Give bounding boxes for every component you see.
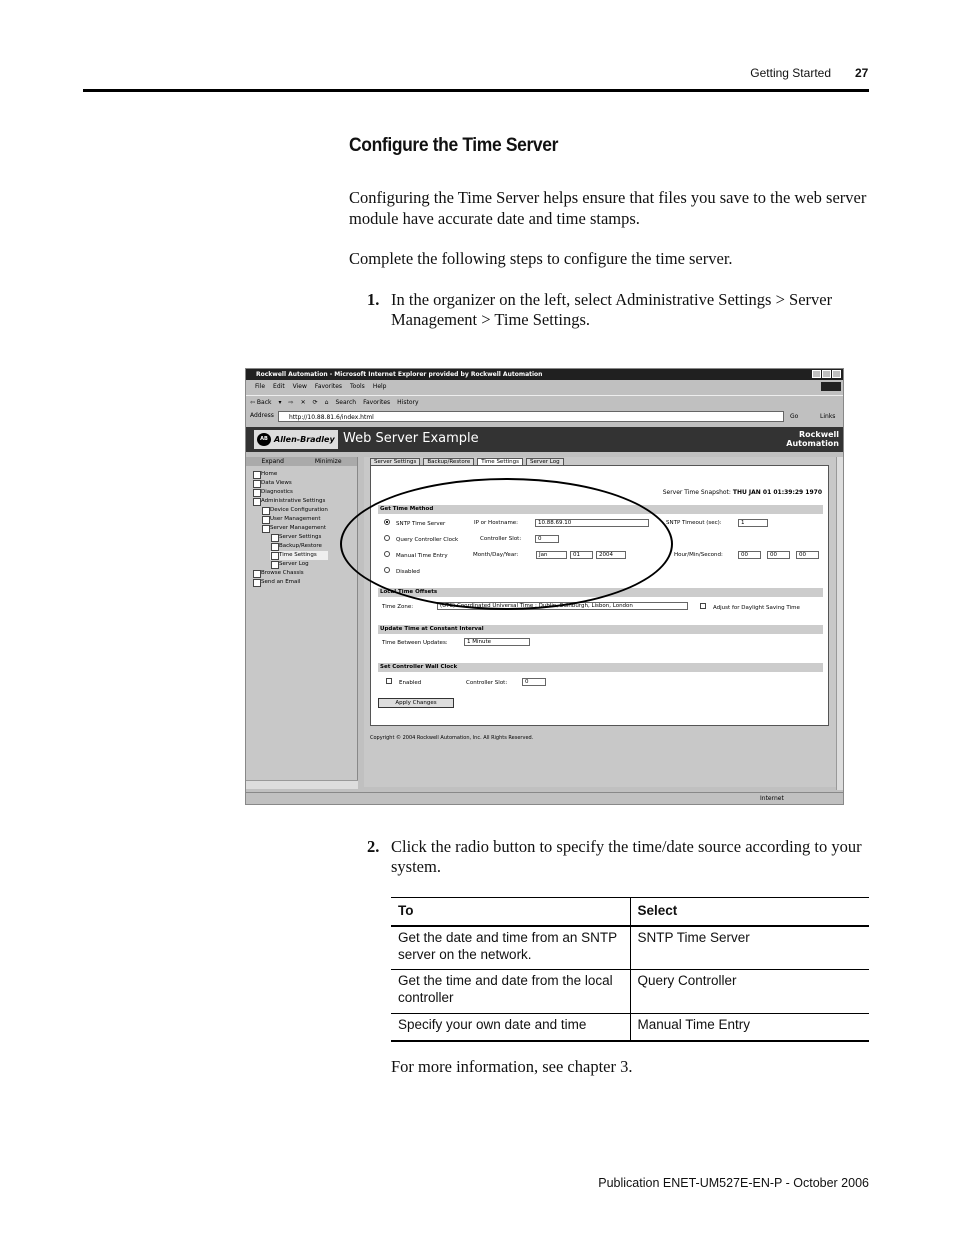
home-icon: ⌂ <box>324 399 329 406</box>
forward-icon: ⇨ <box>288 399 294 406</box>
step-number: 1. <box>367 290 380 309</box>
month-select: Jan <box>536 551 567 559</box>
banner-title: Web Server Example <box>343 431 479 446</box>
label-sntp-time-server: SNTP Time Server <box>396 521 446 527</box>
table-cell: SNTP Time Server <box>630 926 869 970</box>
label-manual-time-entry: Manual Time Entry <box>396 553 448 559</box>
ip-hostname-input: 10.88.69.10 <box>535 519 649 527</box>
column-header-to: To <box>391 898 630 926</box>
organizer-pane <box>246 457 358 787</box>
snapshot-label: Server Time Snapshot: <box>662 489 731 496</box>
label-time-between-updates: Time Between Updates: <box>382 640 448 646</box>
label-daylight-saving: Adjust for Daylight Saving Time <box>713 605 800 611</box>
table-cell: Query Controller <box>630 970 869 1014</box>
tree-item-server-log: Server Log <box>270 560 328 569</box>
label-ip-hostname: IP or Hostname: <box>474 520 519 526</box>
label-time-zone: Time Zone: <box>382 604 414 610</box>
tree-item-backup-restore: Backup/Restore <box>270 542 328 551</box>
intro-paragraph: Configuring the Time Server helps ensure that files you save to the web server module have accurate date and time stamps. <box>349 188 867 228</box>
organizer-tree <box>252 470 328 587</box>
maximize-icon <box>822 370 831 378</box>
go-button: Go <box>790 413 799 420</box>
minimize-link: Minimize <box>314 458 342 465</box>
label-query-controller-clock: Query Controller Clock <box>396 537 459 543</box>
address-label: Address <box>250 412 274 419</box>
apply-changes-button: Apply Changes <box>378 698 454 708</box>
table-row <box>391 970 869 1014</box>
year-select: 2004 <box>596 551 626 559</box>
tree-item-administrative-settings: Administrative Settings <box>252 497 328 506</box>
label-hour-min-second: Hour/Min/Second: <box>674 552 723 558</box>
menu-file: File <box>255 383 266 390</box>
browser-toolbar <box>246 395 843 408</box>
history-button: History <box>397 399 419 406</box>
tree-item-diagnostics: Diagnostics <box>252 488 328 497</box>
step-number: 2. <box>367 837 380 856</box>
section-get-time-method: Get Time Method <box>378 505 823 514</box>
steps-intro: Complete the following steps to configure the time server. <box>349 249 733 268</box>
tree-item-user-management: User Management <box>261 515 328 524</box>
windows-logo-icon <box>821 382 841 391</box>
search-button: Search <box>335 399 357 406</box>
step-text: Click the radio button to specify the time/date source according to your system. <box>391 837 862 876</box>
step-text: In the organizer on the left, select Administrative Settings > Server Management > Time Settings. <box>391 290 833 329</box>
tab-server-settings: Server Settings <box>370 458 420 466</box>
links-button: Links <box>820 413 836 420</box>
time-source-table <box>391 897 869 1042</box>
more-info-text: For more information, see chapter 3. <box>391 1057 633 1076</box>
rockwell-logo-line-1: Rockwell <box>798 430 839 439</box>
server-time-snapshot <box>663 489 822 496</box>
page-copyright: Copyright © 2004 Rockwell Automation, Inc. All Rights Reserved. <box>370 735 534 741</box>
page-number: 27 <box>855 66 869 80</box>
wall-controller-slot-select: 0 <box>522 678 546 686</box>
label-month-day-year: Month/Day/Year: <box>473 552 519 558</box>
window-title: Rockwell Automation - Microsoft Internet Explorer provided by Rockwell Automation <box>256 371 543 378</box>
refresh-icon: ⟳ <box>312 399 318 406</box>
table-header-row <box>391 898 869 926</box>
tree-item-server-settings: Server Settings <box>270 533 328 542</box>
table-cell: Specify your own date and time <box>391 1014 630 1041</box>
browser-menu-bar <box>246 381 843 392</box>
time-zone-select: (UTC) Coordinated Universal Time : Dublin, Edinburgh, Lisbon, London <box>437 602 688 610</box>
rockwell-automation-logo <box>786 430 839 448</box>
header-rule <box>83 89 869 92</box>
publication-footer: Publication ENET-UM527E-EN-P - October 2006 <box>598 1176 869 1190</box>
window-controls <box>812 370 841 378</box>
minute-select: 00 <box>767 551 790 559</box>
stop-icon: ✕ <box>300 399 306 406</box>
hour-select: 00 <box>738 551 761 559</box>
browser-title-bar <box>246 369 843 380</box>
back-dropdown-icon: ▾ <box>278 399 282 406</box>
section-wall-clock: Set Controller Wall Clock <box>378 663 823 672</box>
web-server-banner <box>246 427 843 452</box>
label-enabled: Enabled <box>399 680 422 686</box>
close-icon <box>832 370 841 378</box>
label-controller-slot: Controller Slot: <box>480 536 522 542</box>
day-select: 01 <box>570 551 593 559</box>
table-row <box>391 926 869 970</box>
internet-zone-label: Internet <box>760 795 784 802</box>
section-update-interval: Update Time at Constant Interval <box>378 625 823 634</box>
second-select: 00 <box>796 551 819 559</box>
tree-item-device-configuration: Device Configuration <box>261 506 328 515</box>
back-button: ⇦ Back <box>250 399 272 406</box>
minimize-icon <box>812 370 821 378</box>
snapshot-value: THU JAN 01 01:39:29 1970 <box>732 489 822 496</box>
label-disabled: Disabled <box>396 569 420 575</box>
running-header-section: Getting Started <box>750 66 831 80</box>
label-sntp-timeout: SNTP Timeout (sec): <box>666 520 722 526</box>
enabled-checkbox <box>386 678 392 684</box>
table-row <box>391 1014 869 1041</box>
menu-favorites: Favorites <box>314 383 343 390</box>
address-bar <box>246 410 843 423</box>
address-field: http://10.88.81.6/index.html <box>278 411 784 422</box>
sntp-timeout-select: 1 <box>738 519 768 527</box>
highlight-ellipse <box>340 478 673 610</box>
tree-item-send-email: Send an Email <box>252 578 328 587</box>
expand-link: Expand <box>261 458 284 465</box>
table-cell: Get the time and date from the local controller <box>391 970 630 1014</box>
tree-item-server-management: Server Management <box>261 524 328 533</box>
label-wall-controller-slot: Controller Slot: <box>466 680 508 686</box>
controller-slot-select: 0 <box>535 535 559 543</box>
time-between-updates-select: 1 Minute <box>464 638 530 646</box>
horizontal-scrollbar <box>246 780 358 789</box>
menu-view: View <box>292 383 307 390</box>
section-title: Configure the Time Server <box>349 135 559 156</box>
section-local-time-offsets: Local Time Offsets <box>378 588 823 597</box>
organizer-header <box>246 457 357 466</box>
tree-item-time-settings: Time Settings <box>270 551 328 560</box>
menu-help: Help <box>372 383 387 390</box>
table-cell: Manual Time Entry <box>630 1014 869 1041</box>
browser-status-bar <box>246 792 843 804</box>
tree-item-browse-chassis: Browse Chassis <box>252 569 328 578</box>
vertical-scrollbar <box>836 457 844 790</box>
table-cell: Get the date and time from an SNTP server on the network. <box>391 926 630 970</box>
tab-backup-restore: Backup/Restore <box>423 458 474 466</box>
allen-bradley-logo: AB Allen-Bradley <box>254 430 338 449</box>
favorites-button: Favorites <box>363 399 391 406</box>
tab-server-log: Server Log <box>526 458 564 466</box>
tree-item-home: Home <box>252 470 328 479</box>
column-header-select: Select <box>630 898 869 926</box>
dst-checkbox <box>700 603 706 609</box>
menu-tools: Tools <box>350 383 365 390</box>
menu-edit: Edit <box>273 383 285 390</box>
tree-item-data-views: Data Views <box>252 479 328 488</box>
tab-time-settings: Time Settings <box>477 458 523 466</box>
rockwell-logo-line-2: Automation <box>786 439 839 448</box>
